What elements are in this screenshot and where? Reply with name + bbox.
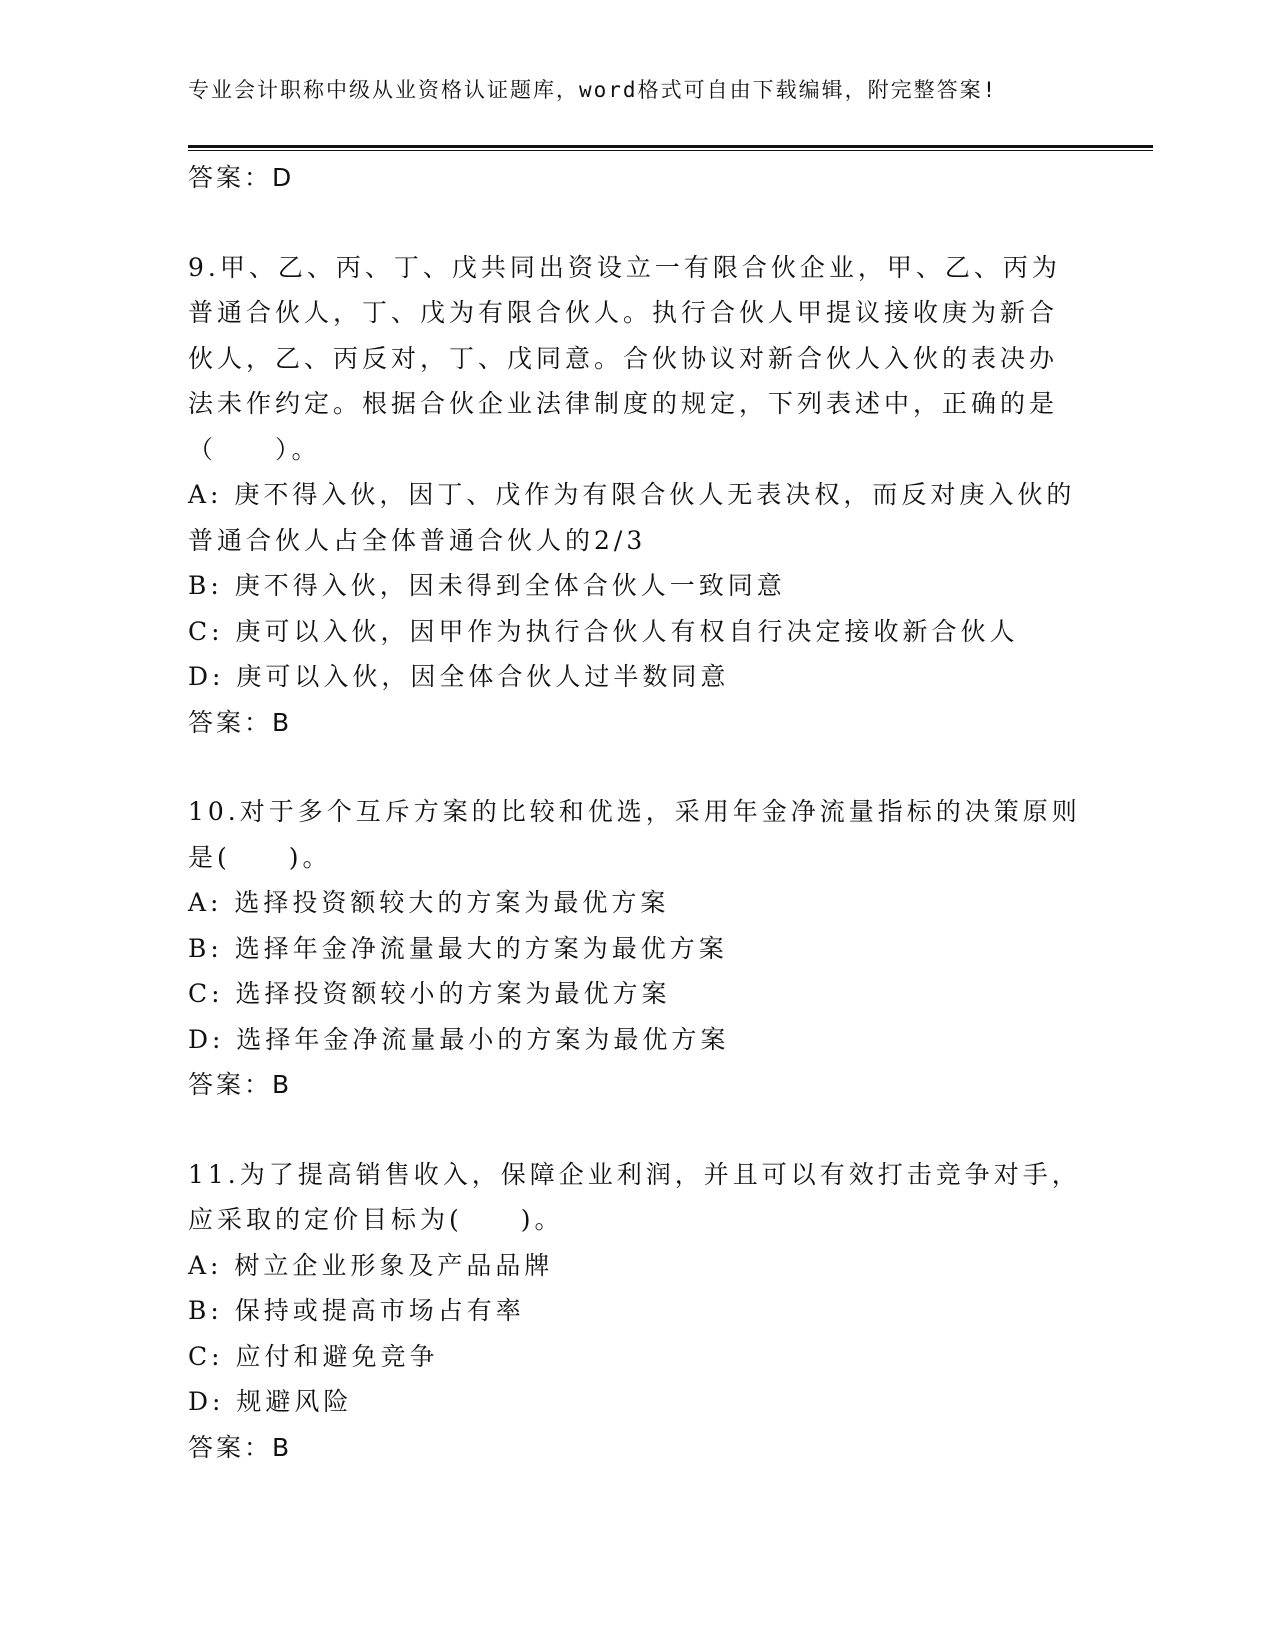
question-stem-line: 11.为了提高销售收入，保障企业利润，并且可以有效打击竞争对手， [188, 1159, 1081, 1189]
option-c: C: 选择投资额较小的方案为最优方案 [188, 979, 671, 1008]
option-b: B: 选择年金净流量最大的方案为最优方案 [188, 933, 728, 963]
header-rule-thin [188, 150, 1153, 151]
option-d: D: 选择年金净流量最小的方案为最优方案 [188, 1024, 730, 1054]
question-stem-line: 应采取的定价目标为( )。 [188, 1205, 564, 1234]
question-9 [188, 245, 1148, 746]
option-c: C: 应付和避免竞争 [188, 1341, 439, 1371]
answer: 答案：B [188, 707, 293, 737]
option-c: C: 庚可以入伙，因甲作为执行合伙人有权自行决定接收新合伙人 [188, 616, 1019, 646]
answer: 答案：B [188, 1070, 293, 1099]
option-d: D: 规避风险 [188, 1387, 353, 1416]
question-stem-line: 伙人，乙、丙反对，丁、戊同意。合伙协议对新合伙人入伙的表决办 [188, 343, 1059, 373]
option-a: A: 庚不得入伙，因丁、戊作为有限合伙人无表决权，而反对庚入伙的 [188, 480, 1076, 509]
option-d: D: 庚可以入伙，因全体合伙人过半数同意 [188, 662, 730, 691]
previous-answer: 答案：D [188, 163, 295, 192]
question-stem-line: 10.对于多个互斥方案的比较和优选，采用年金净流量指标的决策原则 [188, 797, 1081, 826]
option-a: A: 选择投资额较大的方案为最优方案 [188, 888, 670, 917]
option-b: B: 保持或提高市场占有率 [188, 1296, 525, 1325]
question-11 [188, 1152, 1148, 1471]
option-b: B: 庚不得入伙，因未得到全体合伙人一致同意 [188, 571, 786, 600]
spacer [188, 201, 1148, 245]
question-stem-line: 普通合伙人，丁、戊为有限合伙人。执行合伙人甲提议接收庚为新合 [188, 298, 1059, 327]
answer: 答案：B [188, 1432, 293, 1462]
question-10 [188, 789, 1148, 1108]
question-stem-line: 是( )。 [188, 842, 332, 872]
spacer [188, 1108, 1148, 1152]
question-stem-line: 9.甲、乙、丙、丁、戊共同出资设立一有限合伙企业，甲、乙、丙为 [188, 252, 1061, 282]
spacer [188, 745, 1148, 789]
option-a: A: 树立企业形象及产品品牌 [188, 1250, 554, 1280]
document-content [188, 155, 1148, 1470]
option-a-continued: 普通合伙人占全体普通合伙人的2/3 [188, 525, 647, 555]
header-rule-thick [188, 145, 1153, 148]
question-stem-line: 法未作约定。根据合伙企业法律制度的规定，下列表述中，正确的是 [188, 389, 1059, 418]
page-header: 专业会计职称中级从业资格认证题库，word格式可自由下载编辑，附完整答案! [188, 78, 998, 102]
question-stem-line: （ ）。 [188, 434, 321, 464]
